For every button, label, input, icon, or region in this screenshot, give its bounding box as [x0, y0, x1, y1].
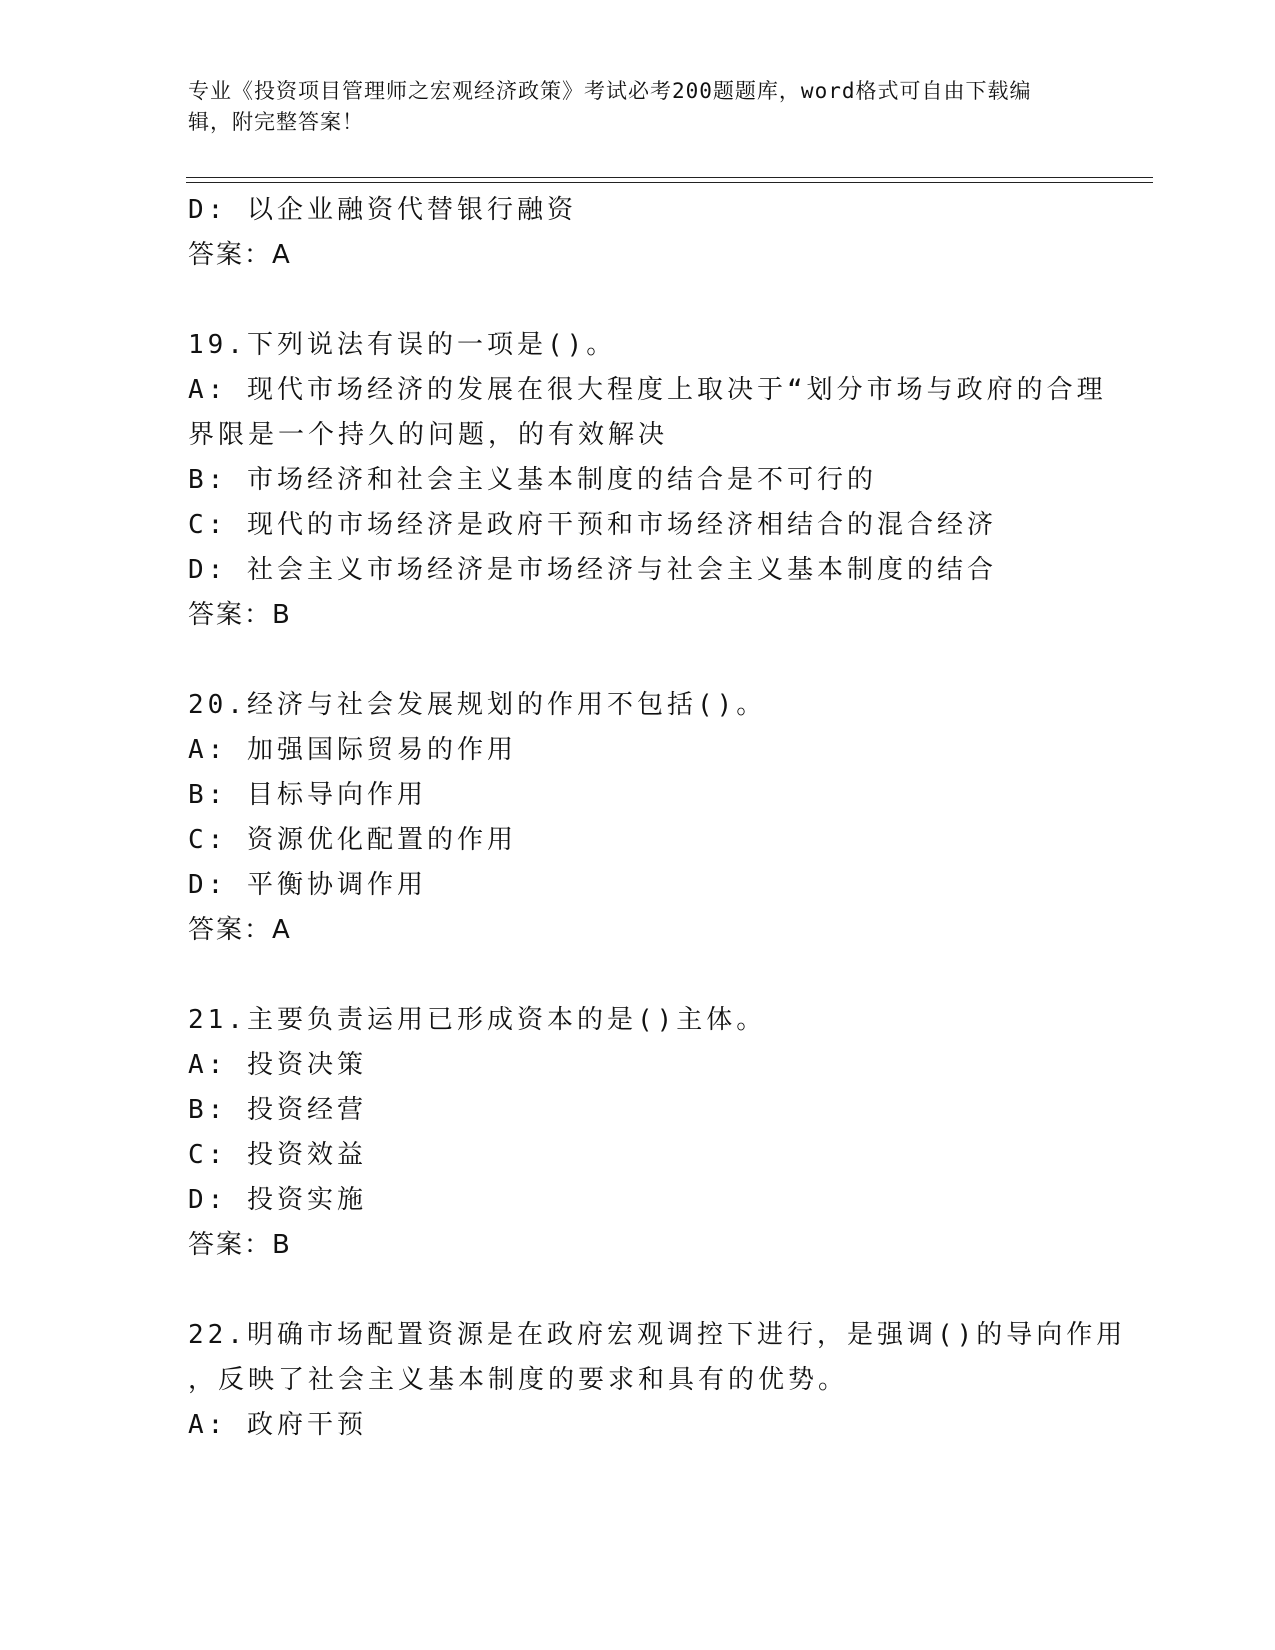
- option-a: A: 加强国际贸易的作用: [188, 735, 517, 765]
- question-stem: 19.下列说法有误的一项是()。: [188, 330, 617, 360]
- option-c: C: 投资效益: [188, 1140, 367, 1170]
- option-d: D: 平衡协调作用: [188, 870, 427, 900]
- question-20: [188, 683, 1088, 953]
- option-d: D: 以企业融资代替银行融资: [188, 195, 577, 225]
- spacer: [188, 638, 1088, 683]
- spacer: [188, 1268, 1088, 1313]
- spacer: [188, 953, 1088, 998]
- header-divider-top: [186, 177, 1153, 178]
- option-a: A: 现代市场经济的发展在很大程度上取决于“划分市场与政府的合理: [188, 375, 1107, 405]
- question-stem: 20.经济与社会发展规划的作用不包括()。: [188, 690, 767, 720]
- question-content: [188, 188, 1127, 1448]
- option-a: A: 政府干预: [188, 1410, 367, 1440]
- answer: 答案：B: [188, 600, 292, 630]
- option-b: B: 投资经营: [188, 1095, 367, 1125]
- question-stem: 21.主要负责运用已形成资本的是()主体。: [188, 1005, 767, 1035]
- question-stem: 22.明确市场配置资源是在政府宏观调控下进行，是强调()的导向作用: [188, 1320, 1127, 1350]
- option-a-continued: 界限是一个持久的问题，的有效解决: [188, 420, 669, 450]
- option-a: A: 投资决策: [188, 1050, 367, 1080]
- answer: 答案：A: [188, 240, 292, 270]
- question-22: [188, 1313, 1127, 1448]
- option-d: D: 社会主义市场经济是市场经济与社会主义基本制度的结合: [188, 555, 997, 585]
- option-c: C: 资源优化配置的作用: [188, 825, 517, 855]
- document-header: 专业《投资项目管理师之宏观经济政策》考试必考200题题库，word格式可自由下载编辑，附完整答案！: [188, 79, 1032, 134]
- spacer: [188, 278, 1088, 323]
- answer: 答案：B: [188, 1230, 292, 1260]
- answer: 答案：A: [188, 915, 292, 945]
- question-19: [188, 323, 1107, 638]
- header-divider-bottom: [186, 182, 1153, 183]
- question-stem-continued: ，反映了社会主义基本制度的要求和具有的优势。: [188, 1365, 849, 1395]
- question-21: [188, 998, 1088, 1268]
- option-c: C: 现代的市场经济是政府干预和市场经济相结合的混合经济: [188, 510, 997, 540]
- option-b: B: 目标导向作用: [188, 780, 427, 810]
- option-d: D: 投资实施: [188, 1185, 367, 1215]
- option-b: B: 市场经济和社会主义基本制度的结合是不可行的: [188, 465, 877, 495]
